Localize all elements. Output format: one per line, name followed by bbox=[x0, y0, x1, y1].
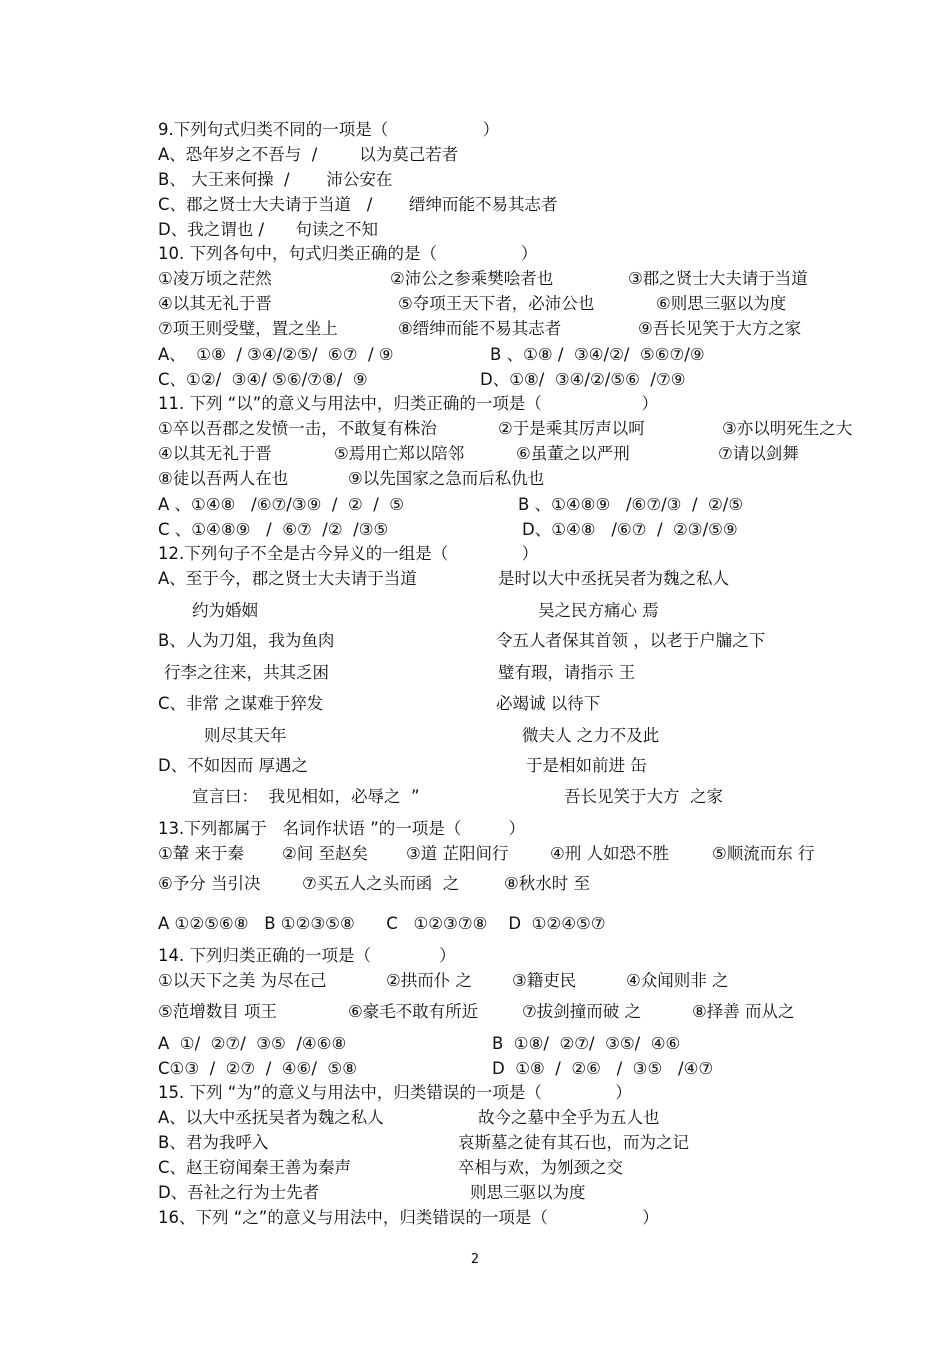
q15-option-c: C、赵王窃闻秦王善为秦声 bbox=[158, 1158, 352, 1177]
q9-stem: 9.下列句式归类不同的一项是（ ） bbox=[158, 120, 500, 139]
q11-item: ⑨以先国家之急而后私仇也 bbox=[348, 469, 545, 488]
q14-option-a: A ①/ ②⑦/ ③⑤ /④⑥⑧ bbox=[158, 1034, 347, 1053]
q12-d-right: 于是相如前进 缶 bbox=[526, 756, 647, 775]
q15-option-b-right: 哀斯墓之徒有其石也，而为之记 bbox=[458, 1133, 689, 1152]
q12-stem: 12.下列句子不全是古今异义的一组是（ ） bbox=[158, 544, 539, 563]
q14-item: ⑥豪毛不敢有所近 bbox=[348, 1002, 479, 1021]
q15-option-d: D、吾社之行为士先者 bbox=[158, 1183, 320, 1202]
q15-option-a-right: 故今之墓中全乎为五人也 bbox=[478, 1108, 660, 1127]
q13-item: ①輦 来于秦 bbox=[158, 844, 245, 863]
q12-a-right2: 吴之民方痛心 焉 bbox=[538, 601, 659, 620]
q11-item: ⑦请以剑舞 bbox=[718, 444, 799, 463]
q9-option-a: A、恐年岁之不吾与 / 以为莫己若者 bbox=[158, 145, 459, 164]
q15-stem: 15. 下列 “为”的意义与用法中，归类错误的一项是（ ） bbox=[158, 1083, 632, 1102]
q11-item: ⑤焉用亡郑以陪邻 bbox=[334, 444, 465, 463]
q9-option-c: C、郡之贤士大夫请于当道 / 缙绅而能不易其志者 bbox=[158, 195, 558, 214]
q12-c-left2: 则尽其天年 bbox=[204, 726, 287, 745]
q10-option-c: C、①②/ ③④/ ⑤⑥/⑦⑧/ ⑨ bbox=[158, 370, 368, 389]
q12-b-left: B、人为刀俎，我为鱼肉 bbox=[158, 631, 335, 650]
q14-item: ④众闻则非 之 bbox=[626, 971, 729, 990]
q14-item: ③籍吏民 bbox=[512, 971, 577, 990]
q15-option-c-right: 卒相与欢，为刎颈之交 bbox=[458, 1158, 623, 1177]
q12-b-left2: 行李之往来，共其乏困 bbox=[164, 663, 329, 682]
q11-item: ⑥虽董之以严刑 bbox=[516, 444, 630, 463]
q12-a-left2: 约为婚姻 bbox=[192, 601, 258, 620]
q14-option-b: B ①⑧/ ②⑦/ ③⑤/ ④⑥ bbox=[492, 1034, 681, 1053]
q11-stem: 11. 下列 “以”的意义与用法中，归类正确的一项是（ ） bbox=[158, 394, 658, 413]
q10-item: ⑨吾长见笑于大方之家 bbox=[638, 319, 802, 338]
q14-option-d: D ①⑧ / ②⑥ / ③⑤ /④⑦ bbox=[492, 1059, 714, 1078]
q15-option-d-right: 则思三驱以为度 bbox=[470, 1183, 586, 1202]
q10-item: ⑧缙绅而能不易其志者 bbox=[398, 319, 562, 338]
q12-b-right: 令五人者保其首领 ，以老于户牖之下 bbox=[496, 631, 766, 650]
q12-d-left: D、不如因而 厚遇之 bbox=[158, 756, 308, 775]
q14-item: ⑦拔剑撞而破 之 bbox=[522, 1002, 642, 1021]
q9-option-b: B、 大王来何操 / 沛公安在 bbox=[158, 170, 393, 189]
q11-option-d: D、①④⑧ /⑥⑦ / ②③/⑤⑨ bbox=[522, 520, 738, 539]
q10-item: ③郡之贤士大夫请于当道 bbox=[628, 269, 808, 288]
q16-stem: 16、下列 “之”的意义与用法中，归类错误的一项是（ ） bbox=[158, 1208, 659, 1227]
q13-item: ⑦买五人之头而函 之 bbox=[302, 874, 460, 893]
q10-option-a: A、 ①⑧ / ③④/②⑤/ ⑥⑦ / ⑨ bbox=[158, 345, 394, 364]
q15-option-b: B、君为我呼入 bbox=[158, 1133, 269, 1152]
q13-item: ⑧秋水时 至 bbox=[504, 874, 591, 893]
q11-option-a: A 、①④⑧ /⑥⑦/③⑨ / ② / ⑤ bbox=[158, 495, 405, 514]
q11-option-c: C 、①④⑧⑨ / ⑥⑦ /② /③⑤ bbox=[158, 520, 389, 539]
q12-d-right2: 吾长见笑于大方 之家 bbox=[564, 787, 723, 806]
q14-option-c: C①③ / ②⑦ / ④⑥/ ⑤⑧ bbox=[158, 1059, 357, 1078]
page-number: 2 bbox=[470, 1252, 480, 1267]
q11-item: ④以其无礼于晋 bbox=[158, 444, 272, 463]
q11-item: ①卒以吾郡之发愤一击，不敢复有株治 bbox=[158, 419, 437, 438]
q13-item: ③道 芷阳间行 bbox=[406, 844, 509, 863]
q11-item: ②于是乘其厉声以呵 bbox=[498, 419, 645, 438]
q14-item: ①以天下之美 为尽在己 bbox=[158, 971, 327, 990]
q10-option-b: B 、①⑧ / ③④/②/ ⑤⑥⑦/⑨ bbox=[490, 345, 705, 364]
q13-item: ②间 至赵矣 bbox=[282, 844, 369, 863]
q9-option-d: D、我之谓也 / 句读之不知 bbox=[158, 220, 378, 239]
q11-item: ⑧徒以吾两人在也 bbox=[158, 469, 289, 488]
q12-a-right: 是时以大中丞抚吴者为魏之私人 bbox=[498, 569, 729, 588]
q10-item: ④以其无礼于晋 bbox=[158, 294, 272, 313]
q15-option-a: A、以大中丞抚吴者为魏之私人 bbox=[158, 1108, 384, 1127]
q13-item: ⑤顺流而东 行 bbox=[712, 844, 815, 863]
q12-b-right2: 璧有瑕，请指示 王 bbox=[498, 663, 636, 682]
q12-c-right: 必竭诚 以待下 bbox=[496, 694, 601, 713]
q14-item: ⑤范增数目 项王 bbox=[158, 1002, 278, 1021]
q12-c-right2: 微夫人 之力不及此 bbox=[522, 726, 660, 745]
q10-stem: 10. 下列各句中，句式归类正确的是（ ） bbox=[158, 244, 538, 263]
q13-item: ④刑 人如恐不胜 bbox=[550, 844, 670, 863]
q10-item: ⑤夺项王天下者，必沛公也 bbox=[398, 294, 595, 313]
q12-c-left: C、非常 之谋难于猝发 bbox=[158, 694, 324, 713]
q10-item: ⑥则思三驱以为度 bbox=[656, 294, 787, 313]
q13-stem: 13.下列都属于 名词作状语 ”的一项是（ ） bbox=[158, 819, 525, 838]
q14-item: ②拱而仆 之 bbox=[386, 971, 473, 990]
q10-item: ②沛公之参乘樊哙者也 bbox=[390, 269, 554, 288]
q11-item: ③亦以明死生之大 bbox=[722, 419, 853, 438]
q13-item: ⑥予分 当引决 bbox=[158, 874, 261, 893]
q12-d-left2: 宣言曰： 我见相如，必辱之 ” bbox=[192, 787, 420, 806]
q14-stem: 14. 下列归类正确的一项是（ ） bbox=[158, 946, 456, 965]
q12-a-left: A、至于今，郡之贤士大夫请于当道 bbox=[158, 569, 417, 588]
q10-item: ①凌万顷之茫然 bbox=[158, 269, 272, 288]
q10-item: ⑦项王则受璧，置之坐上 bbox=[158, 319, 338, 338]
q13-options: A ①②⑤⑥⑧ B ①②③⑤⑧ C ①②③⑦⑧ D ①②④⑤⑦ bbox=[158, 914, 606, 933]
q10-option-d: D、①⑧/ ③④/②/⑤⑥ /⑦⑨ bbox=[480, 370, 686, 389]
q14-item: ⑧择善 而从之 bbox=[692, 1002, 795, 1021]
q11-option-b: B 、①④⑧⑨ /⑥⑦/③ / ②/⑤ bbox=[518, 495, 744, 514]
